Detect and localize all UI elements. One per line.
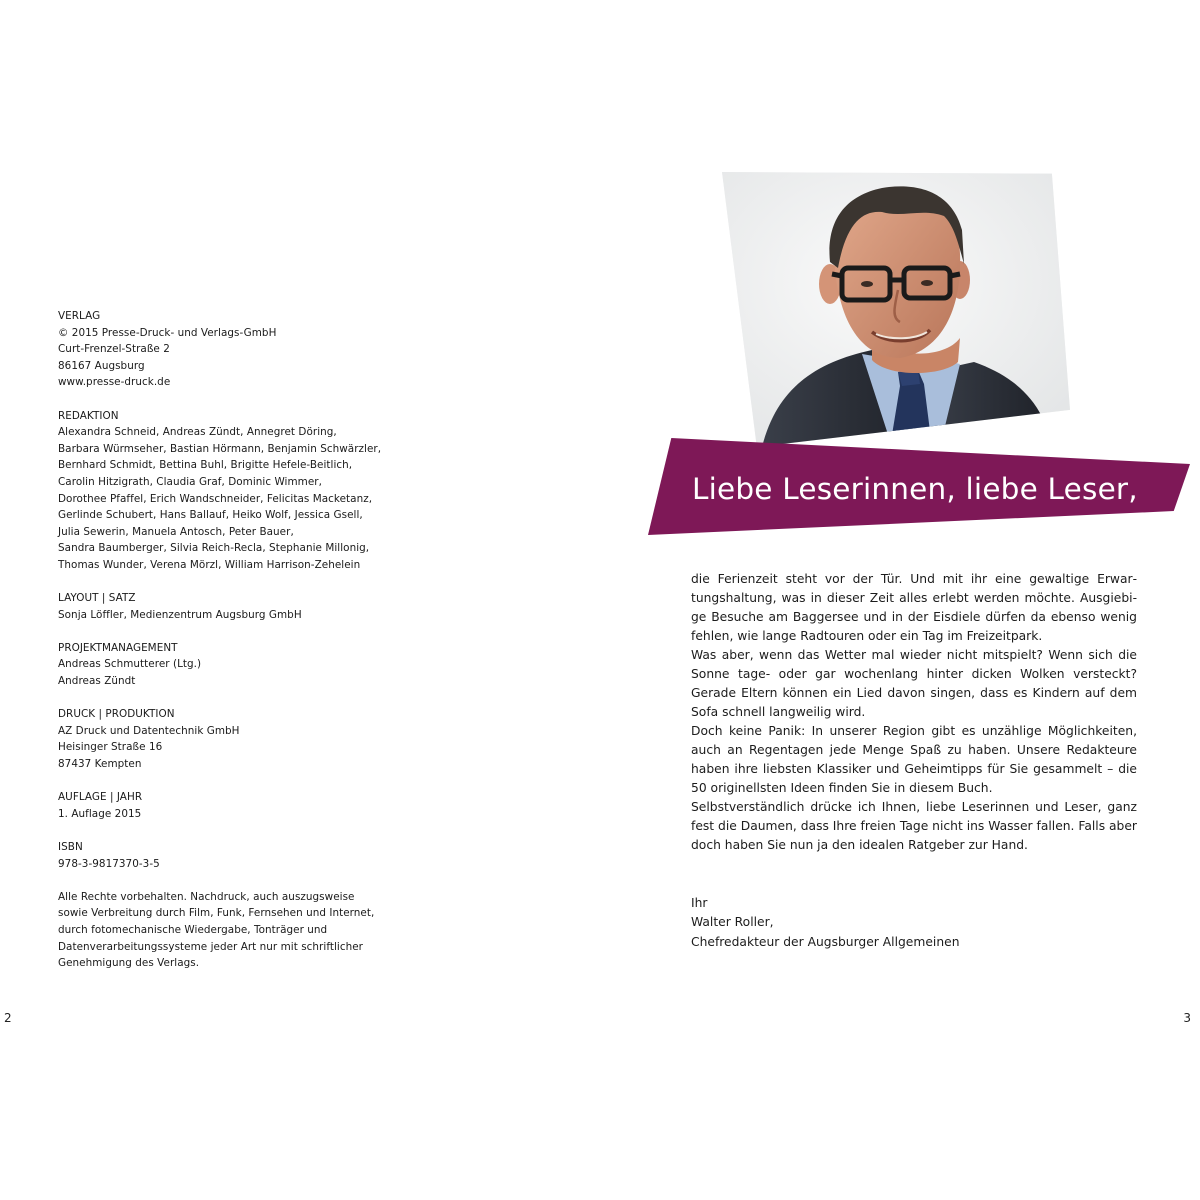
imprint-line: Carolin Hitzigrath, Claudia Graf, Dominic Wimmer, <box>58 475 322 488</box>
imprint-line: Andreas Zündt <box>58 675 136 688</box>
sign-off-line: Chefredakteur der Augsburger Allgemeinen <box>691 934 960 949</box>
imprint-section <box>58 706 398 772</box>
imprint-line: Andreas Schmutterer (Ltg.) <box>58 658 202 671</box>
imprint-line: Dorothee Pfaffel, Erich Wandschneider, Felicitas Macketanz, <box>58 492 373 505</box>
letter-paragraph: Doch keine Panik: In unserer Region gibt es unzählige Möglichkeiten, auch an Regentagen jede Menge Spaß zu haben. Unsere Redakteure haben ihre liebsten Klassiker und Geheimtipps für Sie gesammelt – die 50 originellsten Ideen finden Sie in diesem Buch. <box>691 724 1137 795</box>
imprint-line: 1. Auflage 2015 <box>58 807 142 820</box>
imprint-line: Curt-Frenzel-Straße 2 <box>58 343 170 356</box>
imprint-line: Alle Rechte vorbehalten. Nachdruck, auch auszugsweise <box>58 890 355 903</box>
imprint-line: Genehmigung des Verlags. <box>58 957 200 970</box>
letter-sign-off <box>691 894 960 952</box>
imprint-heading: DRUCK | PRODUKTION <box>58 708 175 721</box>
imprint-line: Bernhard Schmidt, Bettina Buhl, Brigitte Hefele-Beitlich, <box>58 459 353 472</box>
imprint-line: sowie Verbreitung durch Film, Funk, Fernsehen und Internet, <box>58 907 375 920</box>
imprint-heading: VERLAG <box>58 310 101 322</box>
imprint-line: Sonja Löffler, Medienzentrum Augsburg GmbH <box>58 608 302 621</box>
letter-paragraph: Was aber, wenn das Wetter mal wieder nicht mitspielt? Wenn sich die Sonne tage- oder gar wochenlang hinter dicken Wolken versteckt? Gerade Eltern können ein Lied davon singen, dass es Kindern auf dem Sofa schnell langweilig wird. <box>691 648 1137 719</box>
imprint-line: 978-3-9817370-3-5 <box>58 857 160 870</box>
headline-title: Liebe Leserinnen, liebe Leser, <box>692 472 1138 506</box>
letter-paragraph: die Ferienzeit steht vor der Tür. Und mit ihr eine gewaltige Erwartungshaltung, was in dieser Zeit alles erlebt werden möchte. Ausgiebige Besuche am Baggersee und in der Eisdiele dürfen da ebenso wenig fehlen, wie lange Radtouren oder ein Tag im Freizeitpark. <box>691 572 1137 643</box>
author-photo <box>722 172 1070 447</box>
imprint-line: AZ Druck und Datentechnik GmbH <box>58 724 240 737</box>
imprint-heading: PROJEKTMANAGEMENT <box>58 641 178 654</box>
imprint-section <box>58 640 398 690</box>
imprint-heading: LAYOUT | SATZ <box>58 592 136 605</box>
imprint-section <box>58 789 398 822</box>
letter-paragraph: Selbstverständlich drücke ich Ihnen, liebe Leserinnen und Leser, ganz fest die Daumen, dass Ihre freien Tage nicht ins Wasser fallen. Falls aber doch haben Sie nun ja den idealen Ratgeber zur Hand. <box>691 800 1137 852</box>
imprint-section <box>58 408 398 574</box>
letter-body <box>691 570 1137 855</box>
imprint-block <box>58 308 398 988</box>
imprint-heading: AUFLAGE | JAHR <box>58 791 143 804</box>
imprint-section <box>58 839 398 872</box>
sign-off-line: Walter Roller, <box>691 915 774 930</box>
imprint-line: Barbara Würmseher, Bastian Hörmann, Benjamin Schwärzler, <box>58 442 382 455</box>
imprint-line: © 2015 Presse-Druck- und Verlags-GmbH <box>58 326 277 339</box>
imprint-line: Sandra Baumberger, Silvia Reich-Recla, Stephanie Millonig, <box>58 542 370 555</box>
imprint-line: www.presse-druck.de <box>58 376 171 389</box>
imprint-line: Thomas Wunder, Verena Mörzl, William Harrison-Zehelein <box>58 558 361 571</box>
imprint-line: Gerlinde Schubert, Hans Ballauf, Heiko Wolf, Jessica Gsell, <box>58 509 363 522</box>
imprint-heading: ISBN <box>58 841 83 853</box>
page-number-right: 3 <box>1183 1011 1191 1025</box>
sign-off-line: Ihr <box>691 896 708 910</box>
imprint-line: Heisinger Straße 16 <box>58 741 163 754</box>
imprint-section <box>58 308 398 391</box>
imprint-section <box>58 590 398 623</box>
imprint-heading: REDAKTION <box>58 409 119 422</box>
portrait-illustration <box>722 172 1070 447</box>
imprint-line: Julia Sewerin, Manuela Antosch, Peter Bauer, <box>58 525 294 538</box>
imprint-line: 87437 Kempten <box>58 758 142 771</box>
imprint-section <box>58 889 398 972</box>
imprint-line: durch fotomechanische Wiedergabe, Tonträger und <box>58 923 328 936</box>
imprint-line: 86167 Augsburg <box>58 359 145 372</box>
page-number-left: 2 <box>4 1011 12 1025</box>
imprint-line: Datenverarbeitungssysteme jeder Art nur mit schriftlicher <box>58 940 363 953</box>
imprint-line: Alexandra Schneid, Andreas Zündt, Annegret Döring, <box>58 426 337 439</box>
